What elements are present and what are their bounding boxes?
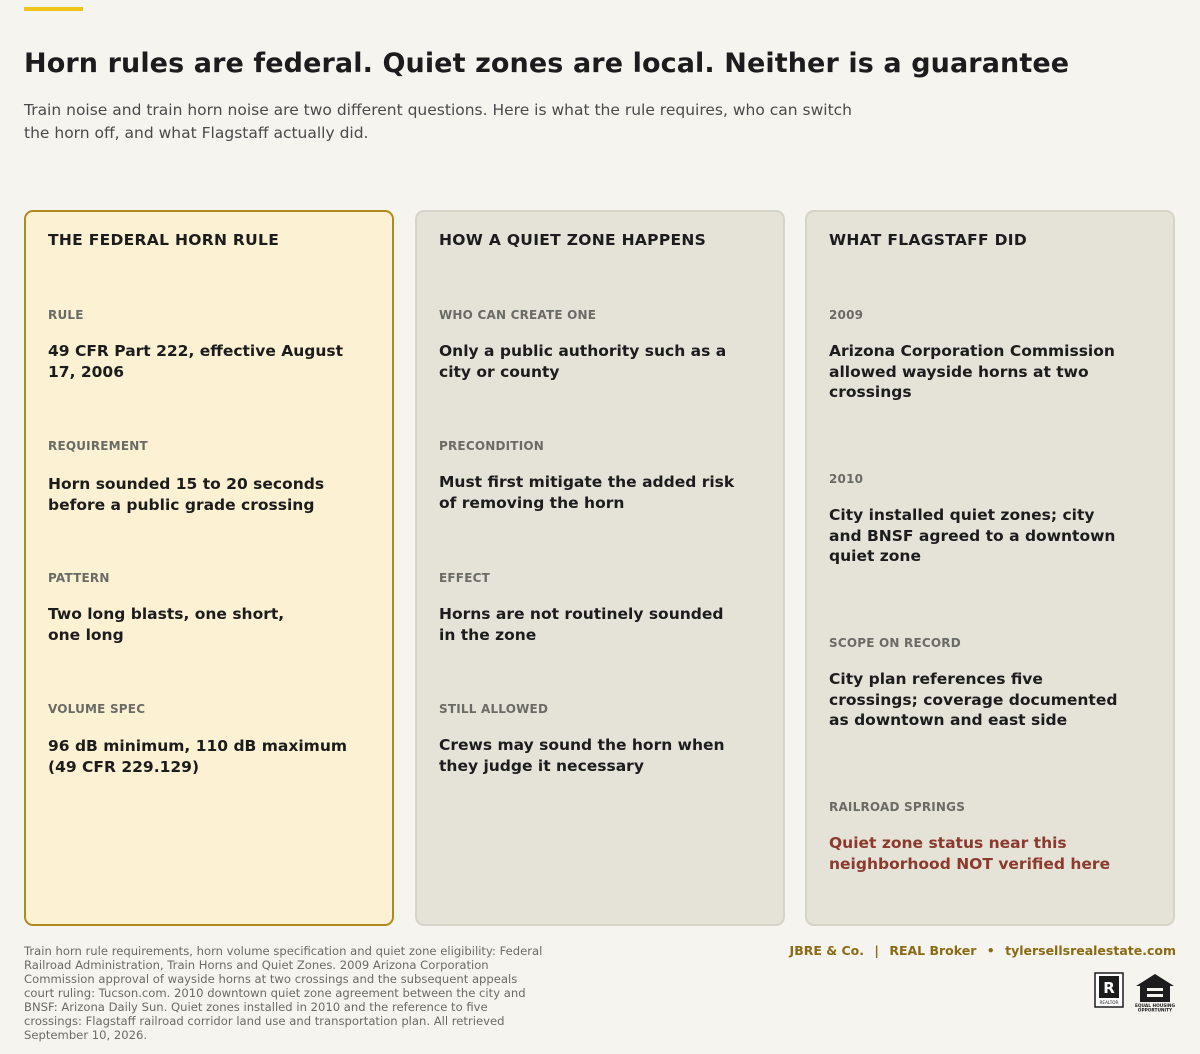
card-title: HOW A QUIET ZONE HAPPENS: [439, 231, 707, 249]
item-value: City installed quiet zones; city and BNSF agreed to a downtown quiet zone: [829, 506, 1116, 565]
card-quiet-zone: [415, 210, 785, 926]
item-label: REQUIREMENT: [48, 439, 148, 453]
svg-text:REALTOR: REALTOR: [1099, 1000, 1119, 1005]
brand-broker: REAL Broker: [889, 943, 977, 958]
card-title: THE FEDERAL HORN RULE: [48, 231, 280, 249]
item-label: 2009: [829, 308, 864, 322]
item-label: RULE: [48, 308, 84, 322]
card-flagstaff: [805, 210, 1175, 926]
realtor-logo-icon: [1094, 972, 1124, 1008]
item-label: VOLUME SPEC: [48, 702, 146, 716]
brand-company: JBRE & Co.: [789, 943, 865, 958]
item-value: Horn sounded 15 to 20 seconds before a public grade crossing: [48, 475, 325, 514]
item-label: SCOPE ON RECORD: [829, 636, 961, 650]
item-value: Must first mitigate the added risk of removing the horn: [439, 473, 735, 512]
item-label: STILL ALLOWED: [439, 702, 549, 716]
brand-line: [790, 943, 1176, 958]
item-label: PATTERN: [48, 571, 110, 585]
item-value: 96 dB minimum, 110 dB maximum (49 CFR 229.129): [48, 737, 348, 776]
item-value: Horns are not routinely sounded in the zone: [439, 605, 724, 644]
page-title: Horn rules are federal. Quiet zones are local. Neither is a guarantee: [24, 48, 1070, 79]
card-title: WHAT FLAGSTAFF DID: [829, 231, 1028, 249]
item-label: EFFECT: [439, 571, 490, 585]
card-federal-horn-rule: [24, 210, 394, 926]
compliance-badges: [1094, 972, 1176, 1012]
item-value: City plan references five crossings; coverage documented as downtown and east side: [829, 670, 1118, 729]
item-value: 49 CFR Part 222, effective August 17, 2006: [48, 342, 344, 381]
item-value: Two long blasts, one short, one long: [48, 605, 285, 644]
equal-housing-opportunity-icon: [1134, 972, 1176, 1012]
item-label: 2010: [829, 472, 864, 486]
brand-separator: |: [874, 943, 879, 958]
item-value: Arizona Corporation Commission allowed wayside horns at two crossings: [829, 342, 1115, 401]
brand-dot: •: [986, 943, 995, 958]
source-notes: Train horn rule requirements, horn volume specification and quiet zone eligibility: Federal Railroad Administration, Train Horns and Quiet Zones. 2009 Arizona Corporation Commission approval of wayside horns at two crossings and the subsequent appeals court ruling: Tucson.com. 2010 downtown quiet zone agreement between the city and BNSF: Arizona Daily Sun. Quiet zones installed in 2010 and the reference to five crossings: Flagstaff railroad corridor land use and transportation plan. All retrieved September 10, 2026.: [24, 944, 543, 1042]
item-value: Crews may sound the horn when they judge it necessary: [439, 736, 725, 775]
item-label: RAILROAD SPRINGS: [829, 800, 966, 814]
item-value: Only a public authority such as a city or county: [439, 342, 727, 381]
accent-bar: [24, 7, 83, 11]
svg-text:EQUAL HOUSING: EQUAL HOUSING: [1134, 1004, 1176, 1009]
item-value-alert: Quiet zone status near this neighborhood NOT verified here: [829, 834, 1111, 873]
item-label: PRECONDITION: [439, 439, 545, 453]
page-subtitle: Train noise and train horn noise are two different questions. Here is what the rule requires, who can switch the horn off, and what Flagstaff actually did.: [24, 101, 853, 142]
svg-text:OPPORTUNITY: OPPORTUNITY: [1137, 1008, 1173, 1012]
svg-text:R: R: [1103, 979, 1115, 997]
item-label: WHO CAN CREATE ONE: [439, 308, 597, 322]
brand-website-link[interactable]: tylersellsrealestate.com: [1005, 943, 1176, 958]
